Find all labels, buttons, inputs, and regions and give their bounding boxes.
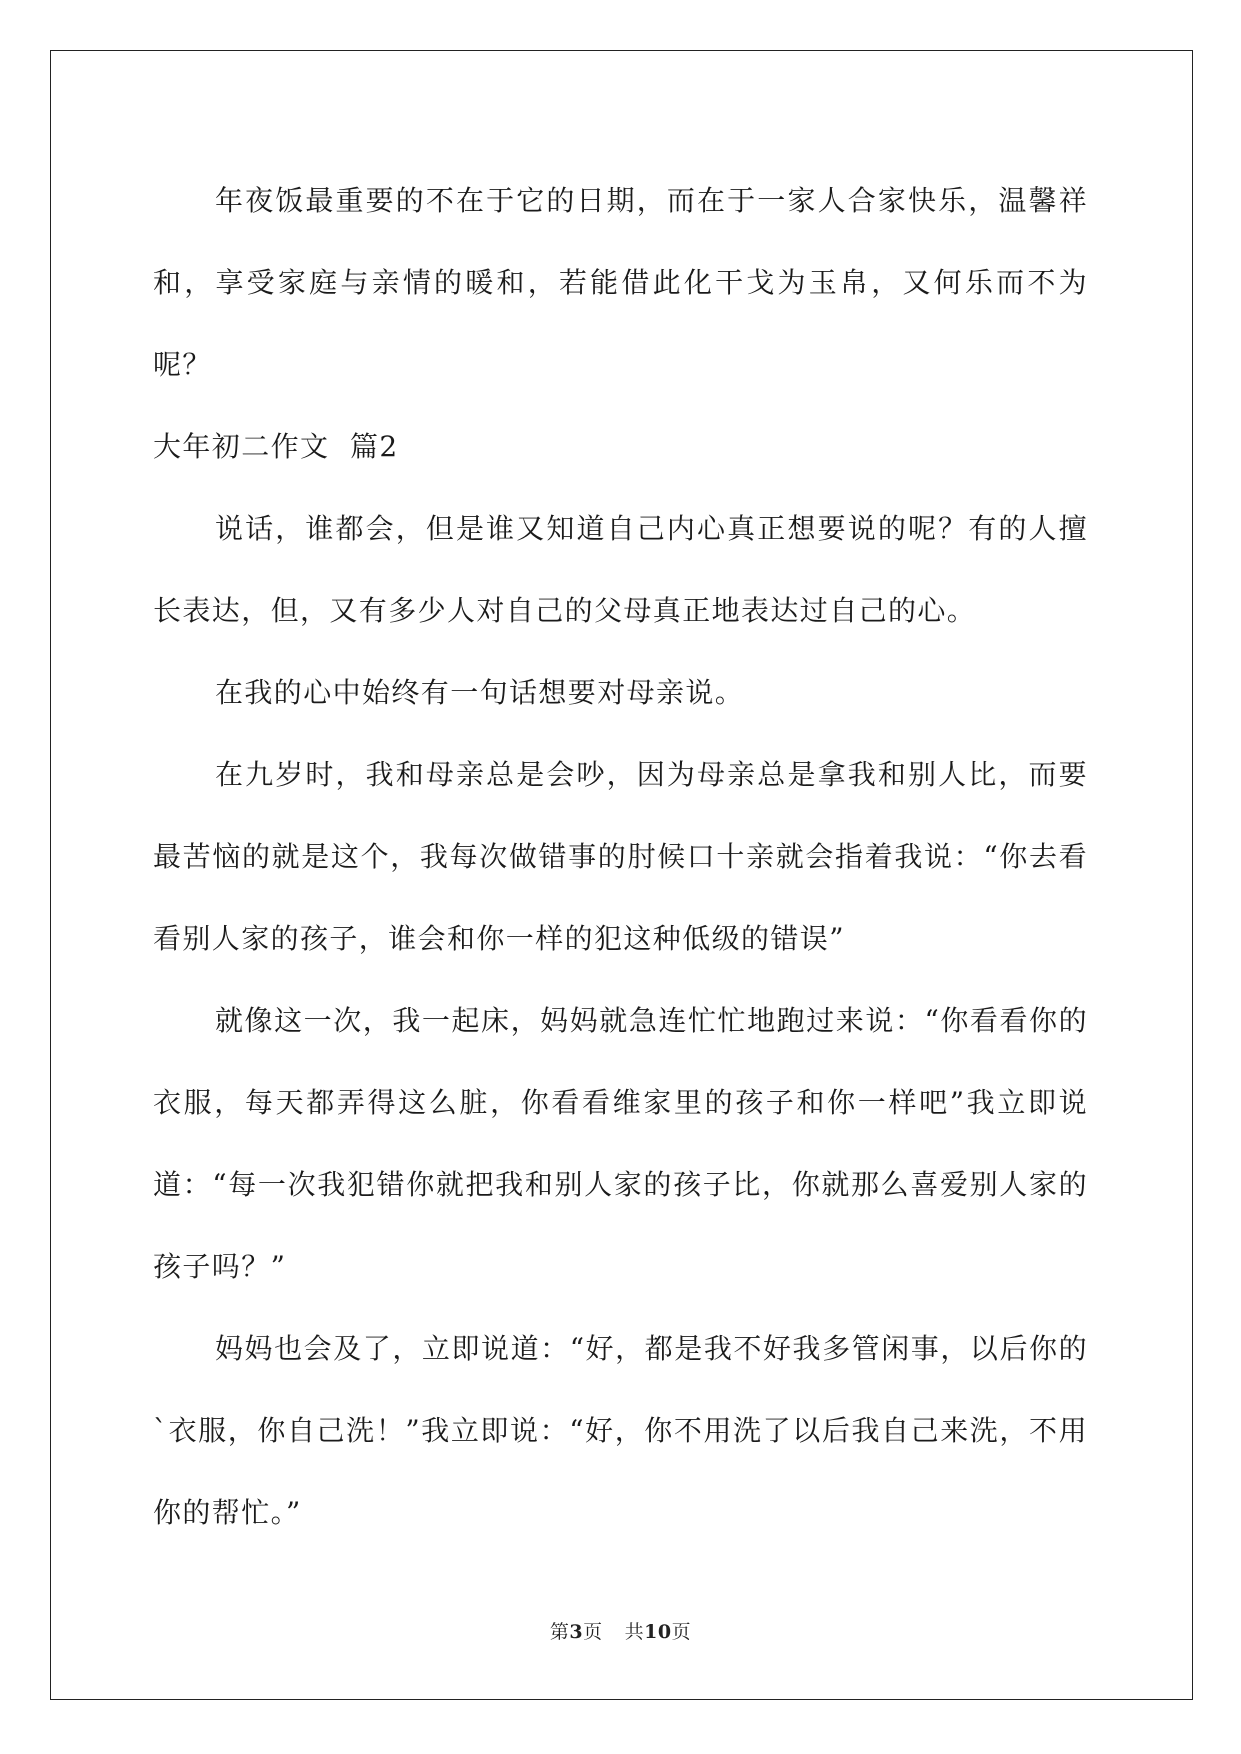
footer-page-word: 页: [583, 1621, 603, 1643]
footer-total-pages: 10: [644, 1621, 672, 1643]
paragraph-3: 在我的心中始终有一句话想要对母亲说。: [215, 676, 745, 709]
footer-total-suffix: 页: [671, 1621, 692, 1643]
paragraph-6: 妈妈也会及了，立即说道：“好，都是我不好我多管闲事，以后你的`衣服，你自己洗！”我立即说：“好，你不用洗了以后我自己来洗，不用你的帮忙。”: [153, 1332, 1088, 1529]
paragraph-4: 在九岁时，我和母亲总是会吵，因为母亲总是拿我和别人比，而要最苦恼的就是这个，我每次做错事的肘候口十亲就会指着我说：“你去看看别人家的孩子，谁会和你一样的犯这种低级的错误”: [153, 758, 1088, 955]
paragraph-2: 说话，谁都会，但是谁又知道自己内心真正想要说的呢？有的人擅长表达，但，又有多少人对自己的父母真正地表达过自己的心。: [153, 512, 1088, 627]
paragraph-5: 就像这一次，我一起床，妈妈就急连忙忙地跑过来说：“你看看你的衣服，每天都弄得这么脏，你看看维家里的孩子和你一样吧”我立即说道：“每一次我犯错你就把我和别人家的孩子比，你就那么喜爱别人家的孩子吗？”: [153, 1004, 1088, 1283]
document-body: [153, 160, 1088, 1554]
footer-prefix: 第: [549, 1621, 570, 1643]
section-heading: 大年初二作文 篇2: [153, 430, 399, 463]
footer-current-page: 3: [569, 1621, 584, 1643]
page-footer: [0, 1617, 1241, 1644]
footer-total-prefix: 共: [624, 1621, 645, 1643]
paragraph-1: 年夜饭最重要的不在于它的日期，而在于一家人合家快乐，温馨祥和，享受家庭与亲情的暖和，若能借此化干戈为玉帛，又何乐而不为呢？: [153, 184, 1088, 381]
